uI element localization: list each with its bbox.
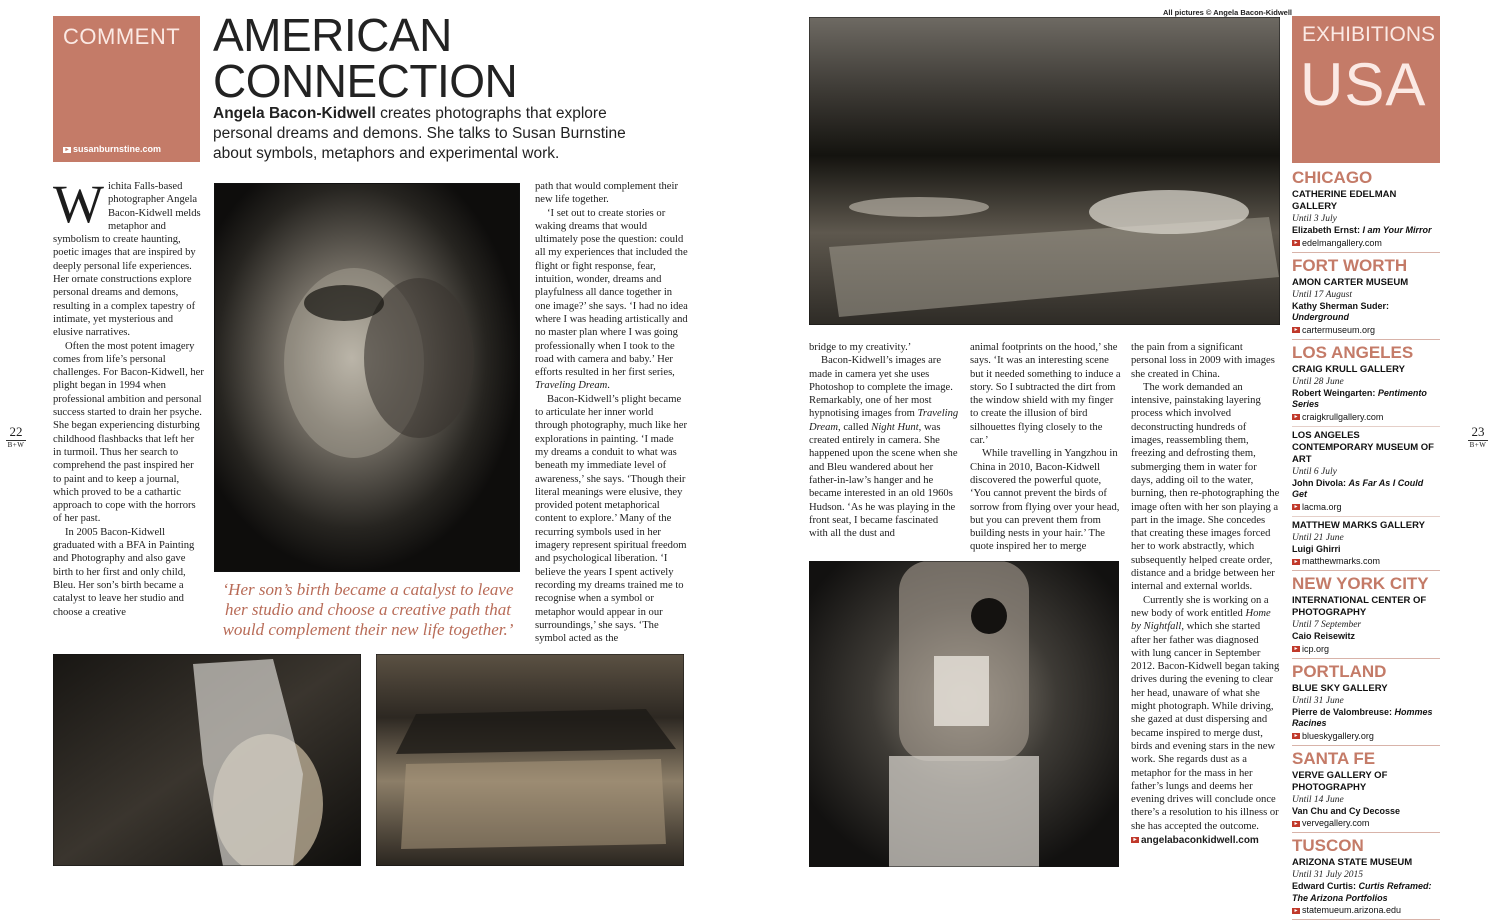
- venue-dates: Until 31 July 2015: [1292, 870, 1363, 880]
- venue-name: ARIZONA STATE MUSEUM: [1292, 857, 1413, 868]
- venue-listing: [1292, 277, 1440, 336]
- paragraph: The work demanded an intensive, painstaking layering process which involved deconstructing hundreds of images, reassembling them, freezing and defrosting them, submerging them in water for days, adding oil to the water, burning, then re-photographing the image often with her son playing a part in the image. She concedes that creating these images forced her to work abstractly, which subsequently helped create order, distance and a bridge between her internal and external worlds.: [1131, 381, 1280, 593]
- exhibition-artist: Van Chu and Cy Decosse: [1292, 805, 1401, 816]
- exhibition-artist: Luigi Ghirri: [1292, 543, 1341, 554]
- section-label: COMMENT: [63, 24, 181, 49]
- city-name: SANTA FE: [1292, 748, 1376, 768]
- paragraph: Often the most potent imagery comes from life’s personal challenges. For Bacon-Kidwell, her plight began in 1994 when professional ambition and personal success started to drain her psyche. She began experiencing disturbing childhood flashbacks that left her in turmoil. Thus her search to comprehend the past inspired her to paint and to keep a journal, which proved to be a cathartic approach to cope with the horrors of her past.: [53, 340, 204, 525]
- exhibition-title: [1292, 631, 1440, 643]
- venue-url: icp.org: [1302, 643, 1330, 654]
- venue-url: blueskygallery.org: [1302, 730, 1374, 741]
- exhibition-title: [1292, 707, 1440, 730]
- article-column-4: [970, 341, 1122, 554]
- city-name: NEW YORK CITY: [1292, 574, 1429, 593]
- artist-website-link[interactable]: ▸ angelabaconkidwell.com: [1131, 834, 1280, 847]
- article-column-3: [809, 341, 959, 540]
- venue-name: VERVE GALLERY OF PHOTOGRAPHY: [1292, 769, 1388, 793]
- paragraph: bridge to my creativity.’: [809, 342, 912, 353]
- paragraph: animal footprints on the hood,’ she says. ‘It was an interesting scene but it needed something to induce a story. So I subtracted the dirt from the window shield with my finger to create the illusion of bird silhouettes flying closely to the car.’: [970, 342, 1121, 447]
- region-label: USA: [1300, 51, 1427, 118]
- venue-website-link[interactable]: [1292, 324, 1440, 336]
- arrow-icon: ▸: [1292, 504, 1300, 510]
- exhibitions-list: [1292, 168, 1440, 923]
- venue-listing: [1292, 857, 1440, 916]
- photo-car-window: [376, 654, 684, 866]
- arrow-icon: ▸: [1292, 240, 1300, 246]
- paragraph: the pain from a significant personal loss in 2009 with images she created in China.: [1131, 342, 1275, 380]
- arrow-icon: ▸: [1292, 821, 1300, 827]
- paragraph: While travelling in Yangzhou in China in 2010, Bacon-Kidwell discovered the powerful quote, ‘You cannot prevent the birds of sorrow from flying over your head, but you can prevent them from building nests in your hair.’ The quote inspired her to merge: [970, 448, 1120, 553]
- venue-dates: Until 7 September: [1292, 620, 1362, 630]
- folio-left: [6, 424, 26, 449]
- magazine-logo: B+W: [7, 441, 25, 449]
- exhibitions-label-box: [1292, 16, 1440, 163]
- venue-dates: Until 6 July: [1292, 466, 1337, 477]
- standfirst-name: Angela Bacon-Kidwell: [213, 105, 376, 122]
- page-number: 22: [9, 424, 23, 439]
- arrow-icon: ▸: [63, 147, 71, 153]
- exhibition-title: [1292, 881, 1440, 904]
- exhibition-title: [1292, 806, 1440, 818]
- exhibition-title: [1292, 388, 1440, 411]
- venue-listing: [1292, 683, 1440, 742]
- venue-website-link[interactable]: [1292, 643, 1440, 655]
- venue-name: BLUE SKY GALLERY: [1292, 682, 1388, 694]
- venue-website-link[interactable]: [1292, 555, 1440, 567]
- venue-url: lacma.org: [1302, 501, 1342, 512]
- venue-website-link[interactable]: [1292, 501, 1440, 513]
- exhibition-title: [1292, 301, 1440, 324]
- venue-name: LOS ANGELES CONTEMPORARY MUSEUM OF ART: [1292, 429, 1434, 465]
- exhibition-name: Curtis Reframed: The Arizona Portfolios: [1292, 881, 1432, 903]
- arrow-icon: ▸: [1292, 733, 1300, 739]
- paragraph: Bacon-Kidwell’s plight became to articulate her inner world through photography, much like her explorations in painting. ‘I made my dreams a conduit to what was beneath my immediate level of awareness,’ she says. ‘Though their literal meanings were elusive, they provided potent metaphorical content to explore.’ Many of the recurring symbols used in her imagery represent spiritual freedom and psychological liberation. ‘I believe the years I spent actively recording my dreams trained me to recognise when a symbol or metaphor would appear in our surroundings,’ she says. ‘The symbol acted as the: [535, 393, 688, 645]
- paragraph: path that would complement their new life together.: [535, 181, 678, 206]
- section-label-box: [53, 16, 200, 162]
- venue-url: edelmangallery.com: [1302, 237, 1382, 248]
- photo-boy-torso: [809, 561, 1119, 867]
- photo-child-with-vase: [53, 654, 361, 866]
- city-section: [1292, 836, 1440, 920]
- venue-url: cartermuseum.org: [1302, 324, 1376, 335]
- city-name: FORT WORTH: [1292, 255, 1408, 275]
- article-column-1: [53, 174, 204, 619]
- arrow-icon: ▸: [1292, 908, 1300, 914]
- section-url[interactable]: ▸ susanburnstine.com: [63, 144, 161, 154]
- venue-website-link[interactable]: [1292, 237, 1440, 249]
- exhibition-artist: Pierre de Valombreuse:: [1292, 706, 1395, 717]
- venue-name: MATTHEW MARKS GALLERY: [1292, 519, 1425, 531]
- venue-listing: [1292, 426, 1440, 513]
- venue-dates: Until 21 June: [1292, 532, 1344, 543]
- venue-name: CRAIG KRULL GALLERY: [1292, 363, 1405, 375]
- venue-url: statemueum.arizona.edu: [1302, 905, 1402, 915]
- city-section: [1292, 749, 1440, 834]
- exhibition-artist: Robert Weingarten:: [1292, 387, 1378, 398]
- venue-website-link[interactable]: [1292, 730, 1440, 742]
- venue-listing: [1292, 595, 1440, 655]
- photo-face-portrait: [214, 183, 520, 572]
- article-column-5: [1131, 341, 1280, 847]
- venue-dates: Until 14 June: [1292, 794, 1344, 805]
- exhibition-name: Underground: [1292, 312, 1349, 322]
- city-name: LOS ANGELES: [1292, 342, 1414, 362]
- city-section: [1292, 256, 1440, 340]
- arrow-icon: ▸: [1292, 559, 1300, 565]
- paragraph: Wichita Falls-based photographer Angela Bacon-Kidwell melds metaphor and symbolism to create haunting, poetic images that are inspired by deeply personal life experiences. Her ornate constructions explore personal dreams and demons, resulting in a complex tapestry of intimate, yet mysterious and elusive narratives.: [53, 174, 201, 339]
- venue-website-link[interactable]: [1292, 817, 1440, 829]
- exhibition-title: [1292, 544, 1440, 556]
- pull-quote: ‘Her son’s birth became a catalyst to leave her studio and choose a creative path that would complement their new life together.’: [222, 580, 514, 639]
- arrow-icon: ▸: [1292, 327, 1300, 333]
- city-name: PORTLAND: [1292, 661, 1387, 681]
- magazine-logo: B+W: [1469, 441, 1487, 449]
- exhibition-artist: Edward Curtis:: [1292, 881, 1359, 891]
- city-section: [1292, 574, 1440, 659]
- paragraph: Bacon-Kidwell’s images are made in camera yet she uses Photoshop to complete the image. Remarkably, one of her most hypnotising images from Traveling Dream, called Night Hunt, was created entirely in camera. She happened upon the scene when she and Bleu wandered about her father-in-law’s hanger and he became interested in an old 1960s Hudson. ‘As he was playing in the front seat, I became fascinated with all the dust and: [809, 355, 959, 540]
- page-number: 23: [1471, 424, 1485, 439]
- exhibition-name: As Far As I Could Get: [1292, 477, 1424, 499]
- venue-name: AMON CARTER MUSEUM: [1292, 276, 1409, 288]
- exhibition-artist: Elizabeth Ernst:: [1292, 225, 1363, 235]
- exhibitions-label: EXHIBITIONS: [1302, 23, 1436, 46]
- photo-credit: All pictures © Angela Bacon-Kidwell: [1163, 8, 1293, 17]
- venue-dates: Until 28 June: [1292, 376, 1344, 387]
- venue-name: CATHERINE EDELMAN GALLERY: [1292, 189, 1397, 212]
- arrow-icon: ▸: [1131, 837, 1139, 843]
- exhibition-artist: Kathy Sherman Suder:: [1292, 300, 1390, 311]
- city-section: [1292, 662, 1440, 746]
- city-name: CHICAGO: [1292, 168, 1373, 187]
- venue-listing: [1292, 770, 1440, 830]
- venue-website-link[interactable]: [1292, 904, 1440, 916]
- city-name: TUSCON: [1292, 836, 1364, 855]
- exhibition-artist: Caio Reisewitz: [1292, 631, 1356, 641]
- standfirst-text: creates photographs that explore personal dreams and demons. She talks to Susan Burnstine about symbols, metaphors and experimental work.: [213, 105, 626, 162]
- exhibition-name: Pentimento Series: [1292, 387, 1427, 409]
- exhibition-title: [1292, 225, 1440, 237]
- headline: [213, 9, 773, 107]
- dropcap: W: [53, 174, 104, 234]
- paragraph: ‘I set out to create stories or waking dreams that would ultimately pose the question: could all my experiences that included the flight or fight response, fear, intuition, wonder, dreams and playfulness all dance together in one image?’ she says. ‘I had no idea where I was heading artistically and no master plan where I was going professionally when I took to the road with camera and baby.’ Her efforts resulted in her first series, Traveling Dream.: [535, 207, 688, 392]
- headline-line-1: AMERICAN: [213, 9, 452, 61]
- city-section: [1292, 343, 1440, 572]
- venue-dates: Until 31 June: [1292, 695, 1344, 706]
- arrow-icon: ▸: [1292, 414, 1300, 420]
- exhibition-name: Hommes Racines: [1292, 706, 1433, 728]
- exhibition-artist: John Divola:: [1292, 477, 1349, 488]
- venue-url: craigkrullgallery.com: [1302, 411, 1384, 422]
- exhibition-name: I am Your Mirror: [1362, 225, 1432, 235]
- venue-listing: [1292, 516, 1440, 568]
- city-section: [1292, 168, 1440, 253]
- paragraph: Currently she is working on a new body of work entitled Home by Nightfall, which she started after her father was diagnosed with lung cancer in September 2012. Bacon-Kidwell began taking drives during the evening to clear her head, unaware of what she might photograph. While driving, she gazed at dust dispersing and became inspired to merge dust, birds and evening stars in the new work. She regards dust as a metaphor for the mass in her father’s lungs and deems her evening drives will conclude once there’s a resolution to his illness or she has accepted the outcome.: [1131, 594, 1280, 832]
- venue-website-link[interactable]: [1292, 411, 1440, 423]
- exhibition-title: [1292, 478, 1440, 501]
- headline-line-2: CONNECTION: [213, 55, 518, 107]
- paragraph: In 2005 Bacon-Kidwell graduated with a BFA in Painting and Photography and also gave birth to her first and only child, Bleu. Her son’s birth became a catalyst to leave her studio and choose a creative: [53, 526, 195, 618]
- venue-dates: Until 17 August: [1292, 289, 1352, 300]
- venue-listing: [1292, 189, 1440, 249]
- venue-dates: Until 3 July: [1292, 214, 1337, 224]
- folio-right: [1468, 424, 1488, 449]
- venue-url: vervegallery.com: [1302, 818, 1370, 828]
- venue-url: matthewmarks.com: [1302, 556, 1381, 566]
- photo-bathtub: [809, 17, 1280, 325]
- arrow-icon: ▸: [1292, 646, 1300, 652]
- venue-listing: [1292, 364, 1440, 423]
- article-column-2: [535, 180, 688, 645]
- standfirst: [213, 104, 643, 164]
- venue-name: INTERNATIONAL CENTER OF PHOTOGRAPHY: [1292, 595, 1427, 618]
